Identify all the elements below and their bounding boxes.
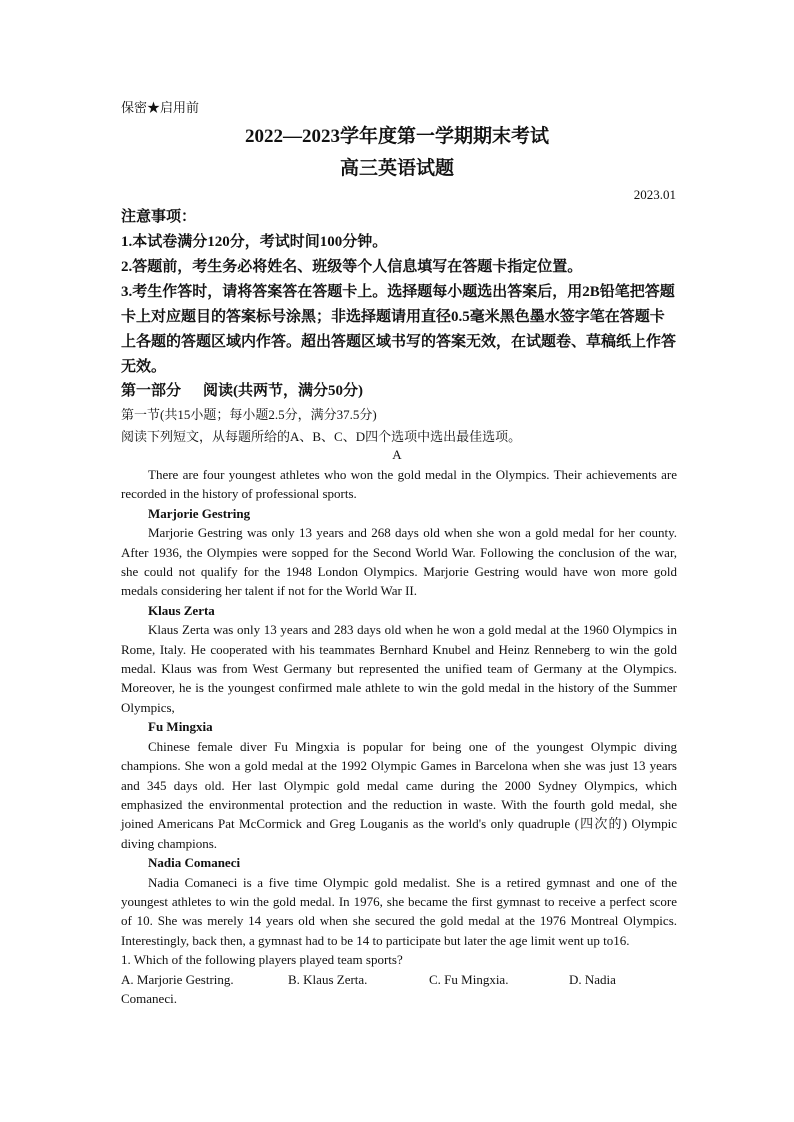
exam-title: 2022—2023学年度第一学期期末考试 [244, 126, 549, 147]
athlete-name: Fu Mingxia [148, 719, 213, 735]
reading-passage [121, 465, 677, 1008]
athlete-paragraph: Chinese female diver Fu Mingxia is popular for being one of the youngest Olympic diving champions. She won a gold medal at the 1992 Olympic Games in Barcelona when she was just 13 years and 345 days old. Her last Olympic gold medal came during the 2000 Sydney Olympics, which emphasized the environmental protection and the reduction in waste. With the fourth gold medal, she joined Americans Pat McCormick and Greg Louganis as the world's only quadruple (四次的) Olympic diving champions. [121, 738, 677, 851]
part-heading [121, 379, 363, 400]
option-c: C. Fu Mingxia. [429, 971, 509, 987]
passage-intro: There are four youngest athletes who won the gold medal in the Olympics. Their achievements are recorded in the history of professional sports. [121, 467, 677, 502]
notes-item: 1.本试卷满分120分，考试时间100分钟。 [121, 234, 388, 250]
athlete-name: Marjorie Gestring [148, 505, 251, 521]
athlete-name: Nadia Comaneci [148, 855, 241, 871]
option-d-continued: Comaneci. [121, 990, 177, 1006]
athlete-paragraph: Klaus Zerta was only 13 years and 283 days old when he won a gold medal at the 1960 Olympics in Rome, Italy. He cooperated with his teammates Bernhard Knubel and Heinz Renneberg to win the gold medal. Klaus was from West Germany but represented the unified team of Germany at the Olympics. Moreover, he is the youngest confirmed male athlete to win the gold medal in the history of the Summer Olympics, [121, 622, 677, 715]
question-options [121, 970, 677, 989]
notes-item: 3.考生作答时，请将答案答在答题卡上。选择题每小题选出答案后，用2B铅笔把答题卡上对应题目的答案标号涂黑；非选择题请用直径0.5毫米黑色墨水签字笔在答题卡上各题的答题区域内作答。超出答题区域书写的答案无效，在试题卷、草稿纸上作答无效。 [121, 284, 677, 375]
question-stem: 1. Which of the following players played team sports? [121, 952, 403, 968]
exam-notes [121, 205, 677, 380]
exam-subtitle: 高三英语试题 [339, 158, 454, 179]
passage-letter: A [392, 447, 402, 462]
part-label: 第一部分 [121, 383, 182, 399]
athlete-paragraph: Nadia Comaneci is a five time Olympic gold medalist. She is a retired gymnast and one of the youngest athletes to win the gold medal. In 1976, she became the first gymnast to receive a perfect score of 10. She was merely 14 years old when she secured the gold medal at the 1976 Montreal Olympics. Interestingly, back then, a gymnast had to be 14 to participate but later the age limit went up to16. [121, 874, 677, 948]
athlete-name: Klaus Zerta [148, 602, 215, 618]
option-d: D. Nadia [569, 971, 616, 987]
section-instruction: 阅读下列短文，从每题所给的A、B、C、D四个选项中选出最佳选项。 [121, 429, 522, 444]
exam-date: 2023.01 [633, 187, 676, 202]
athlete-paragraph: Marjorie Gestring was only 13 years and 268 days old when she won a gold medal for her county. After 1936, the Olympies were sopped for the Second World War. Following the conclusion of the war, she could not qualify for the 1948 London Olympics. Marjorie Gestring would have won more gold medals considering her talent if not for the World War II. [121, 525, 677, 599]
part-title: 阅读(共两节，满分50分) [203, 383, 364, 399]
option-a: A. Marjorie Gestring. [121, 971, 234, 987]
confidential-mark: 保密★启用前 [121, 100, 200, 115]
notes-item: 2.答题前，考生务必将姓名、班级等个人信息填写在答题卡指定位置。 [121, 259, 583, 275]
option-b: B. Klaus Zerta. [288, 971, 368, 987]
notes-heading: 注意事项： [121, 209, 197, 225]
section-label: 第一节(共15小题；每小题2.5分，满分37.5分) [121, 407, 377, 422]
